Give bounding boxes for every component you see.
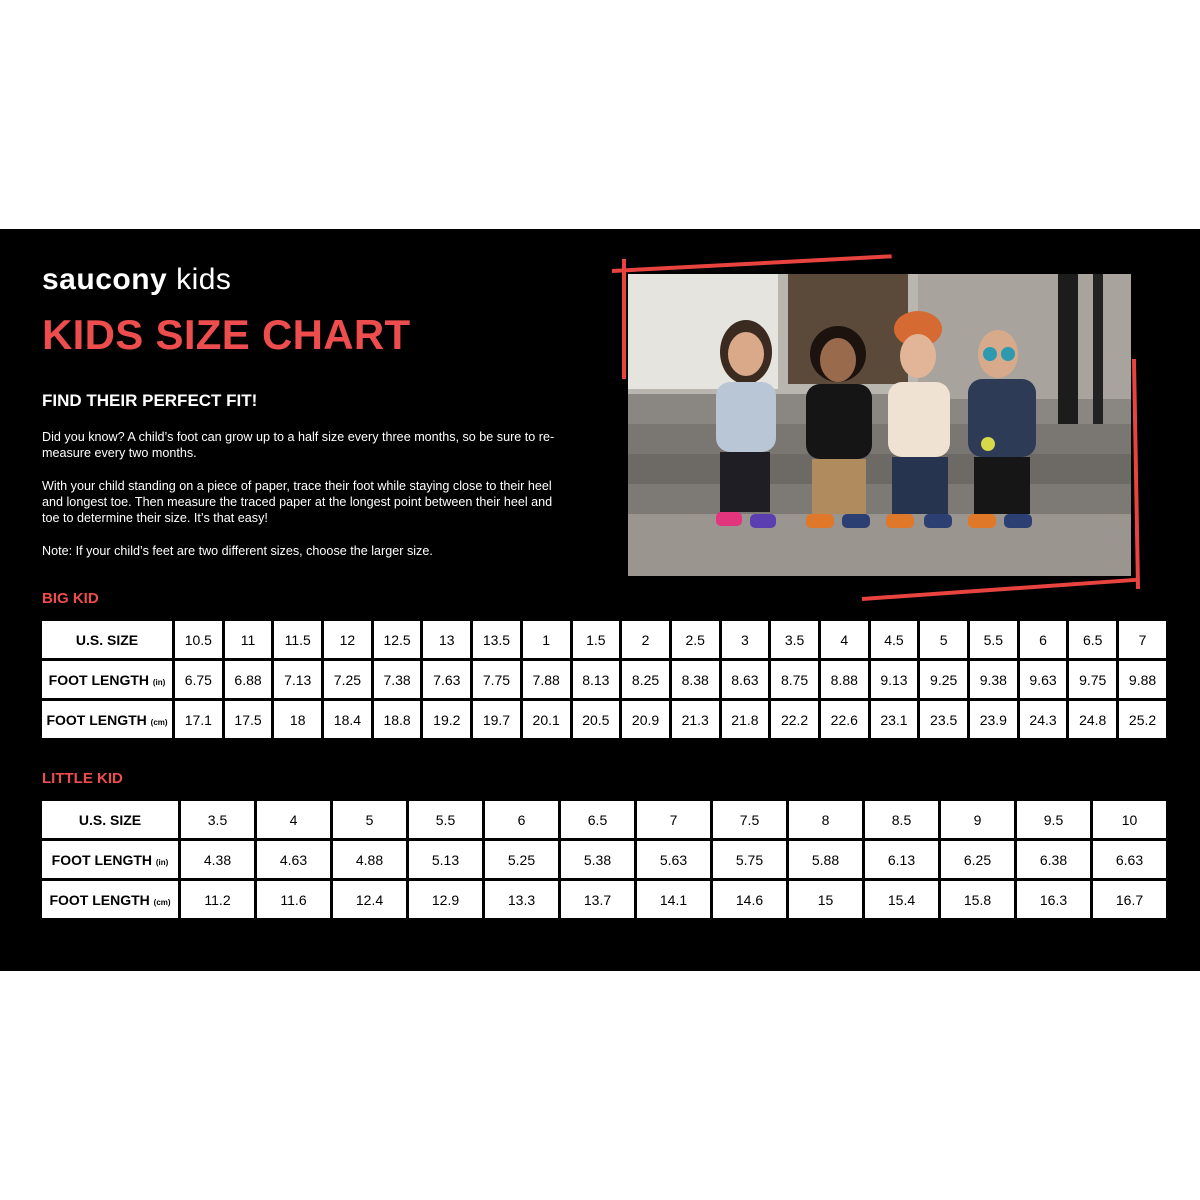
kids-photo xyxy=(628,274,1131,576)
table-cell: 17.1 xyxy=(175,701,222,738)
table-cell: 18.8 xyxy=(374,701,421,738)
row-header-unit: (in) xyxy=(155,857,169,867)
table-cell: 14.1 xyxy=(637,881,710,918)
instructions-paragraph: With your child standing on a piece of paper, trace their foot while staying close to their heel and longest toe. Then measure the traced paper at the longest point between their heel and toe to determine their size. It’s that easy! xyxy=(42,479,553,525)
kids-photo-illustration xyxy=(628,274,1131,576)
table-cell: 8.5 xyxy=(865,801,938,838)
table-cell: 7 xyxy=(637,801,710,838)
frame-stroke-top xyxy=(612,254,892,273)
table-cell: 2 xyxy=(622,621,669,658)
big-kid-table xyxy=(39,618,1169,741)
little-kid-table xyxy=(39,798,1169,921)
table-cell: 8.25 xyxy=(622,661,669,698)
table-cell: 7 xyxy=(1119,621,1166,658)
table-cell: 20.1 xyxy=(523,701,570,738)
table-cell: 20.5 xyxy=(573,701,620,738)
row-header-unit: (in) xyxy=(152,677,166,687)
table-cell: 4.63 xyxy=(257,841,330,878)
little-kid-size-row xyxy=(42,801,1166,838)
table-cell: 3.5 xyxy=(771,621,818,658)
table-cell: 14.6 xyxy=(713,881,786,918)
table-cell: 12.9 xyxy=(409,881,482,918)
table-cell: 8 xyxy=(789,801,862,838)
table-cell: 23.9 xyxy=(970,701,1017,738)
table-cell: 1.5 xyxy=(573,621,620,658)
row-header-label: FOOT LENGTH xyxy=(48,671,149,688)
table-cell: 2.5 xyxy=(672,621,719,658)
table-cell: 7.38 xyxy=(374,661,421,698)
table-cell: 5.75 xyxy=(713,841,786,878)
big-kid-label: BIG KID xyxy=(42,590,99,607)
table-cell: 5.88 xyxy=(789,841,862,878)
size-chart-panel xyxy=(0,229,1200,971)
table-cell: 4.5 xyxy=(871,621,918,658)
big-kid-size-row xyxy=(42,621,1166,658)
table-cell: 6.88 xyxy=(225,661,272,698)
brand-name-bold: saucony xyxy=(42,263,168,296)
frame-stroke-right xyxy=(1132,359,1140,589)
row-header-label: FOOT LENGTH xyxy=(51,851,152,868)
row-header-foot-length-cm xyxy=(42,881,178,918)
table-cell: 24.8 xyxy=(1069,701,1116,738)
table-cell: 22.6 xyxy=(821,701,868,738)
table-cell: 19.7 xyxy=(473,701,520,738)
table-cell: 6 xyxy=(485,801,558,838)
table-cell: 8.13 xyxy=(573,661,620,698)
table-cell: 6.13 xyxy=(865,841,938,878)
row-header-label: FOOT LENGTH xyxy=(46,711,147,728)
table-cell: 4.38 xyxy=(181,841,254,878)
table-cell: 4 xyxy=(257,801,330,838)
table-cell: 6.5 xyxy=(1069,621,1116,658)
little-kid-label: LITTLE KID xyxy=(42,770,123,787)
table-cell: 5.5 xyxy=(970,621,1017,658)
table-cell: 18 xyxy=(274,701,321,738)
table-cell: 11.2 xyxy=(181,881,254,918)
brand-logo xyxy=(42,263,231,297)
table-cell: 6 xyxy=(1020,621,1067,658)
table-cell: 12.5 xyxy=(374,621,421,658)
row-header-foot-length-in xyxy=(42,841,178,878)
row-header-unit: (cm) xyxy=(153,897,171,907)
table-cell: 8.38 xyxy=(672,661,719,698)
row-header-unit: (cm) xyxy=(150,717,168,727)
table-cell: 20.9 xyxy=(622,701,669,738)
row-header-foot-length-cm xyxy=(42,701,172,738)
note-paragraph: Note: If your child’s feet are two different sizes, choose the larger size. xyxy=(42,544,433,558)
table-cell: 16.7 xyxy=(1093,881,1166,918)
table-cell: 7.88 xyxy=(523,661,570,698)
table-cell: 25.2 xyxy=(1119,701,1166,738)
table-cell: 10 xyxy=(1093,801,1166,838)
table-cell: 7.25 xyxy=(324,661,371,698)
little-kid-inch-row xyxy=(42,841,1166,878)
table-cell: 6.75 xyxy=(175,661,222,698)
table-cell: 9.88 xyxy=(1119,661,1166,698)
table-cell: 23.5 xyxy=(920,701,967,738)
table-cell: 16.3 xyxy=(1017,881,1090,918)
table-cell: 12 xyxy=(324,621,371,658)
table-cell: 13.5 xyxy=(473,621,520,658)
table-cell: 4.88 xyxy=(333,841,406,878)
table-cell: 1 xyxy=(523,621,570,658)
big-kid-cm-row xyxy=(42,701,1166,738)
frame-stroke-bottom xyxy=(862,578,1137,601)
intro-paragraph: Did you know? A child’s foot can grow up to a half size every three months, so be sure to re-measure every two months. xyxy=(42,430,555,460)
table-cell: 11 xyxy=(225,621,272,658)
page-title: KIDS SIZE CHART xyxy=(42,311,411,358)
table-cell: 7.13 xyxy=(274,661,321,698)
table-cell: 5 xyxy=(920,621,967,658)
table-cell: 9.5 xyxy=(1017,801,1090,838)
table-cell: 18.4 xyxy=(324,701,371,738)
table-cell: 3 xyxy=(722,621,769,658)
table-cell: 5.25 xyxy=(485,841,558,878)
table-cell: 8.88 xyxy=(821,661,868,698)
table-cell: 9.75 xyxy=(1069,661,1116,698)
table-cell: 9.13 xyxy=(871,661,918,698)
table-cell: 9 xyxy=(941,801,1014,838)
table-cell: 10.5 xyxy=(175,621,222,658)
table-cell: 5.63 xyxy=(637,841,710,878)
table-cell: 5 xyxy=(333,801,406,838)
table-cell: 8.63 xyxy=(722,661,769,698)
table-cell: 9.63 xyxy=(1020,661,1067,698)
table-cell: 11.6 xyxy=(257,881,330,918)
table-cell: 15.8 xyxy=(941,881,1014,918)
table-cell: 9.38 xyxy=(970,661,1017,698)
table-cell: 8.75 xyxy=(771,661,818,698)
table-cell: 7.63 xyxy=(423,661,470,698)
table-cell: 9.25 xyxy=(920,661,967,698)
table-cell: 13 xyxy=(423,621,470,658)
kids-photo-frame xyxy=(612,259,1152,621)
row-header-us-size: U.S. SIZE xyxy=(42,621,172,658)
table-cell: 5.5 xyxy=(409,801,482,838)
table-cell: 13.3 xyxy=(485,881,558,918)
table-cell: 4 xyxy=(821,621,868,658)
table-cell: 11.5 xyxy=(274,621,321,658)
table-cell: 21.8 xyxy=(722,701,769,738)
big-kid-inch-row xyxy=(42,661,1166,698)
brand-name-light: kids xyxy=(176,263,232,296)
table-cell: 6.25 xyxy=(941,841,1014,878)
table-cell: 6.38 xyxy=(1017,841,1090,878)
row-header-label: FOOT LENGTH xyxy=(49,891,150,908)
table-cell: 15.4 xyxy=(865,881,938,918)
table-cell: 22.2 xyxy=(771,701,818,738)
row-header-foot-length-in xyxy=(42,661,172,698)
table-cell: 19.2 xyxy=(423,701,470,738)
table-cell: 3.5 xyxy=(181,801,254,838)
table-cell: 5.13 xyxy=(409,841,482,878)
little-kid-cm-row xyxy=(42,881,1166,918)
table-cell: 15 xyxy=(789,881,862,918)
table-cell: 24.3 xyxy=(1020,701,1067,738)
table-cell: 7.75 xyxy=(473,661,520,698)
table-cell: 13.7 xyxy=(561,881,634,918)
table-cell: 12.4 xyxy=(333,881,406,918)
table-cell: 6.5 xyxy=(561,801,634,838)
table-cell: 7.5 xyxy=(713,801,786,838)
table-cell: 5.38 xyxy=(561,841,634,878)
row-header-us-size: U.S. SIZE xyxy=(42,801,178,838)
table-cell: 21.3 xyxy=(672,701,719,738)
section-subtitle: FIND THEIR PERFECT FIT! xyxy=(42,391,258,410)
table-cell: 6.63 xyxy=(1093,841,1166,878)
table-cell: 17.5 xyxy=(225,701,272,738)
table-cell: 23.1 xyxy=(871,701,918,738)
frame-stroke-left xyxy=(622,259,626,379)
